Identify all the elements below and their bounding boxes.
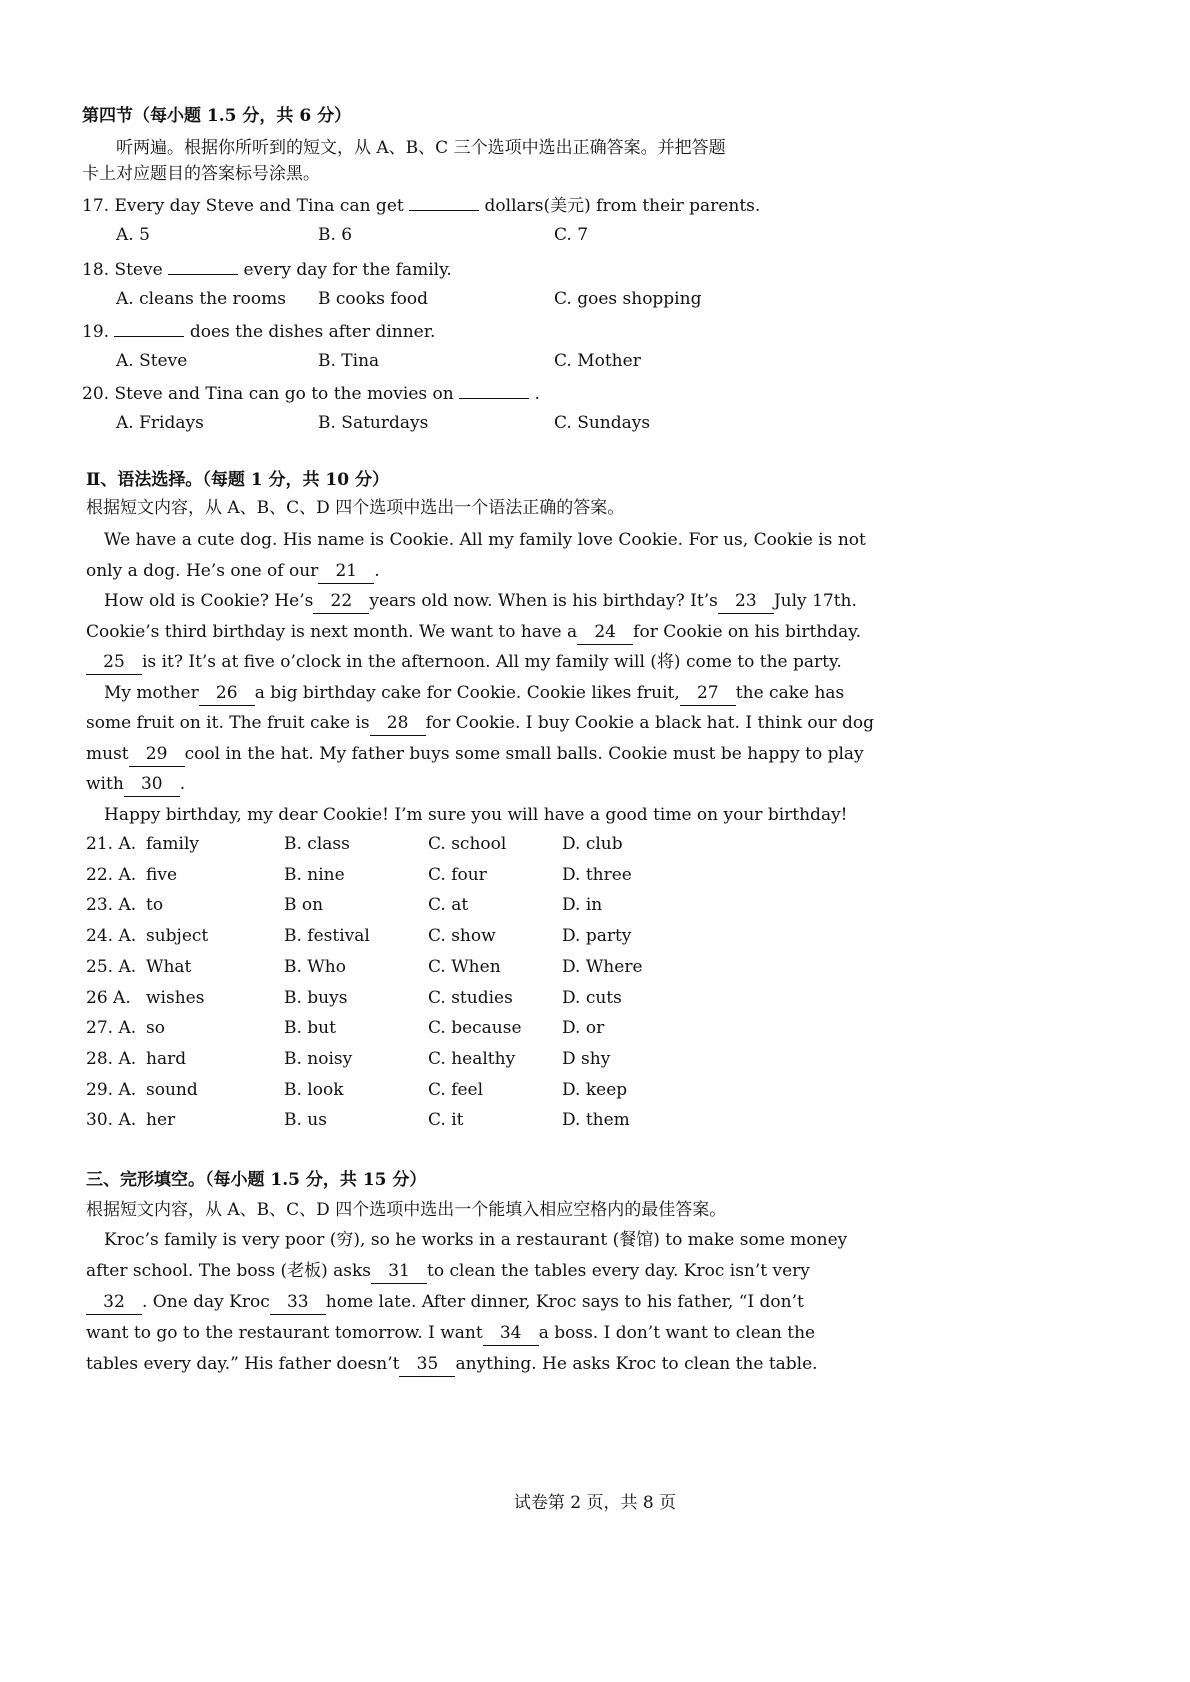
answer-option: A. Steve	[116, 351, 188, 371]
passage-text: to clean the tables every day. Kroc isn’t very	[427, 1261, 810, 1281]
passage-text: the cake has	[735, 682, 845, 703]
option-number: 30. A.	[86, 1110, 137, 1131]
passage-line	[86, 650, 842, 675]
answer-option: D. in	[562, 895, 603, 916]
answer-option: wishes	[146, 987, 205, 1008]
passage-text: Kroc’s family is very poor (穷), so he works in a restaurant (餐馆) to make some money	[104, 1230, 848, 1250]
answer-option: What	[146, 956, 192, 977]
answer-option: D. three	[562, 864, 632, 885]
option-number: 23. A.	[86, 895, 137, 916]
passage-line	[104, 803, 848, 827]
answer-option: five	[146, 864, 178, 885]
passage-text: for Cookie on his birthday.	[633, 621, 862, 642]
answer-option: C. When	[428, 956, 501, 977]
option-number: 29. A.	[86, 1079, 137, 1100]
answer-option: B. festival	[284, 926, 370, 947]
answer-option: B. Saturdays	[318, 413, 429, 433]
instruction-line-1: 听两遍。根据你所听到的短文，从 A、B、C 三个选项中选出正确答案。并把答题	[116, 138, 726, 158]
answer-option: D. or	[562, 1018, 605, 1039]
section-heading-part3: 三、完形填空。（每小题 1.5 分，共 15 分）	[86, 1170, 427, 1190]
answer-option: so	[146, 1018, 165, 1039]
blank-number: 28	[370, 711, 426, 736]
answer-option: D. them	[562, 1110, 630, 1131]
answer-blank	[114, 318, 184, 337]
question-text: .	[534, 384, 540, 404]
question-stem	[82, 318, 435, 344]
answer-option: C. at	[428, 895, 469, 916]
answer-option: A. Fridays	[116, 413, 204, 433]
answer-option: A. cleans the rooms	[116, 289, 286, 309]
blank-number: 23	[718, 589, 774, 614]
answer-option: B. class	[284, 834, 350, 854]
passage-line	[86, 742, 864, 767]
answer-option: her	[146, 1110, 176, 1131]
option-number: 27. A.	[86, 1018, 137, 1039]
question-text: Steve	[114, 260, 163, 280]
passage-line	[104, 528, 866, 552]
blank-number: 26	[199, 681, 255, 706]
answer-option: A. 5	[116, 225, 150, 245]
passage-line	[86, 1259, 810, 1284]
instruction-part3: 根据短文内容，从 A、B、C、D 四个选项中选出一个能填入相应空格内的最佳答案。	[86, 1200, 727, 1220]
answer-option: D. Where	[562, 956, 643, 977]
answer-option: C. goes shopping	[554, 289, 702, 309]
blank-number: 31	[371, 1259, 427, 1284]
passage-text: want to go to the restaurant tomorrow. I want	[86, 1323, 483, 1343]
answer-option: B. buys	[284, 987, 348, 1008]
passage-text: after school. The boss (老板) asks	[86, 1261, 372, 1281]
answer-blank	[409, 192, 479, 211]
passage-text: My mother	[104, 682, 199, 703]
answer-option: D shy	[562, 1048, 611, 1069]
passage-line	[86, 711, 874, 736]
answer-option: family	[146, 834, 200, 854]
passage-text: a boss. I don’t want to clean the	[538, 1323, 816, 1343]
option-number: 22. A.	[86, 864, 137, 885]
answer-option: D. party	[562, 926, 632, 947]
question-text: does the dishes after dinner.	[189, 322, 436, 342]
blank-number: 25	[86, 650, 142, 675]
answer-blank	[168, 256, 238, 275]
question-stem	[82, 192, 760, 218]
passage-text: Happy birthday, my dear Cookie! I’m sure you will have a good time on your birthday!	[104, 804, 848, 825]
passage-text: years old now. When is his birthday? It’s	[369, 591, 718, 611]
question-text: Every day Steve and Tina can get	[114, 196, 404, 216]
answer-option: C. it	[428, 1110, 464, 1131]
option-number: 25. A.	[86, 956, 137, 977]
question-text: every day for the family.	[243, 260, 452, 280]
question-number: 17.	[82, 196, 110, 216]
passage-line	[104, 1228, 847, 1252]
answer-option: C. studies	[428, 987, 513, 1008]
blank-number: 34	[483, 1321, 539, 1346]
passage-text: must	[86, 743, 129, 764]
answer-option: C. feel	[428, 1079, 484, 1100]
answer-option: C. school	[428, 834, 507, 854]
passage-line	[86, 1352, 818, 1377]
answer-option: C. show	[428, 926, 496, 947]
answer-option: hard	[146, 1048, 187, 1069]
passage-line	[86, 1321, 815, 1346]
page-footer: 试卷第 2 页，共 8 页	[513, 1493, 677, 1513]
passage-text: .	[374, 560, 380, 581]
passage-text: tables every day.” His father doesn’t	[86, 1354, 400, 1374]
question-text: Steve and Tina can go to the movies on	[114, 384, 454, 404]
answer-option: B. noisy	[284, 1048, 353, 1069]
answer-option: B on	[284, 895, 324, 916]
passage-text: July 17th.	[773, 591, 857, 611]
instruction-line-2: 卡上对应题目的答案标号涂黑。	[82, 164, 320, 184]
passage-text: for Cookie. I buy Cookie a black hat. I think our dog	[425, 713, 875, 733]
passage-text: We have a cute dog. His name is Cookie. All my family love Cookie. For us, Cookie is not	[104, 530, 866, 550]
answer-option: B. nine	[284, 864, 345, 885]
passage-line	[104, 589, 857, 614]
blank-number: 24	[577, 620, 633, 645]
passage-text: some fruit on it. The fruit cake is	[86, 713, 370, 733]
option-number: 24. A.	[86, 926, 137, 947]
answer-option: sound	[146, 1079, 198, 1100]
passage-text: is it? It’s at five o’clock in the afternoon. All my family will (将) come to the party.	[142, 652, 842, 672]
answer-option: D. cuts	[562, 987, 622, 1008]
passage-line	[86, 1290, 804, 1315]
answer-blank	[459, 380, 529, 399]
passage-text: only a dog. He’s one of our	[86, 560, 319, 581]
passage-text: .	[179, 774, 186, 794]
question-number: 20.	[82, 384, 110, 404]
answer-option: B. but	[284, 1018, 336, 1039]
answer-option: B cooks food	[318, 289, 428, 309]
passage-text: . One day Kroc	[142, 1292, 270, 1312]
question-text: dollars(美元) from their parents.	[484, 196, 761, 216]
passage-line	[104, 681, 844, 706]
answer-option: C. four	[428, 864, 487, 885]
section-heading-part4: 第四节（每小题 1.5 分，共 6 分）	[82, 106, 352, 126]
passage-text: cool in the hat. My father buys some small balls. Cookie must be happy to play	[184, 743, 864, 764]
answer-option: C. Mother	[554, 351, 641, 371]
answer-option: B. Tina	[318, 351, 380, 371]
instruction-part2: 根据短文内容，从 A、B、C、D 四个选项中选出一个语法正确的答案。	[86, 498, 625, 518]
option-number: 28. A.	[86, 1048, 137, 1069]
passage-text: with	[86, 774, 124, 794]
passage-text: How old is Cookie? He’s	[104, 591, 314, 611]
answer-option: C. Sundays	[554, 413, 651, 433]
passage-line	[86, 772, 185, 797]
answer-option: C. 7	[554, 225, 589, 245]
answer-option: B. us	[284, 1110, 327, 1131]
option-number: 26 A.	[86, 987, 131, 1008]
blank-number: 30	[124, 772, 180, 797]
section-heading-part2: Ⅱ、语法选择。（每题 1 分，共 10 分）	[86, 470, 389, 490]
answer-option: B. 6	[318, 225, 353, 245]
answer-option: D. keep	[562, 1079, 628, 1100]
blank-number: 32	[86, 1290, 142, 1315]
question-number: 18.	[82, 260, 110, 280]
option-number: 21. A.	[86, 834, 137, 854]
passage-text: home late. After dinner, Kroc says to his father, “I don’t	[325, 1292, 804, 1312]
passage-text: a big birthday cake for Cookie. Cookie likes fruit,	[254, 682, 680, 703]
blank-number: 22	[313, 589, 369, 614]
passage-line	[86, 620, 861, 645]
answer-option: B. look	[284, 1079, 344, 1100]
answer-option: to	[146, 895, 164, 916]
passage-text: anything. He asks Kroc to clean the table.	[455, 1354, 818, 1374]
answer-option: D. club	[562, 834, 623, 854]
answer-option: B. Who	[284, 956, 346, 977]
blank-number: 35	[399, 1352, 455, 1377]
passage-line	[86, 559, 380, 584]
passage-text: Cookie’s third birthday is next month. We want to have a	[86, 621, 578, 642]
question-stem	[82, 380, 540, 406]
blank-number: 27	[680, 681, 736, 706]
answer-option: C. healthy	[428, 1048, 516, 1069]
question-number: 19.	[82, 322, 110, 342]
question-stem	[82, 256, 452, 282]
blank-number: 21	[318, 559, 374, 584]
blank-number: 29	[129, 742, 185, 767]
answer-option: C. because	[428, 1018, 522, 1039]
answer-option: subject	[146, 926, 209, 947]
blank-number: 33	[270, 1290, 326, 1315]
